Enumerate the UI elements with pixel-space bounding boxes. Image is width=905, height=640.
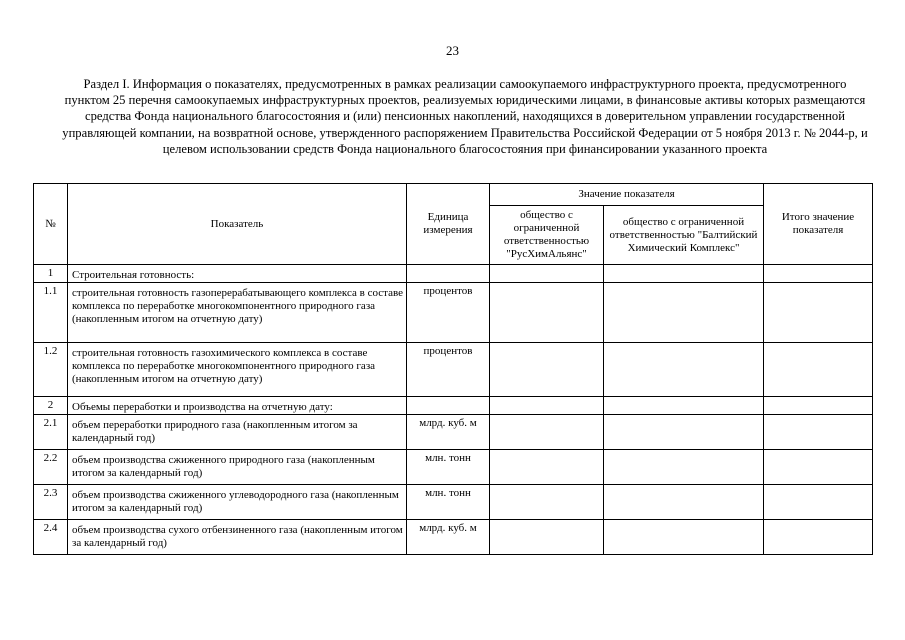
header-indicator: Показатель xyxy=(68,184,407,265)
row-value-ruskhimalyans xyxy=(490,343,604,397)
row-total xyxy=(764,450,873,485)
row-indicator: объем переработки природного газа (накопленным итогом за календарный год) xyxy=(68,415,407,450)
row-number: 2.4 xyxy=(34,520,68,555)
header-num: № xyxy=(34,184,68,265)
row-total xyxy=(764,343,873,397)
row-number: 1.1 xyxy=(34,283,68,343)
row-value-baltic xyxy=(604,485,764,520)
row-total xyxy=(764,265,873,283)
row-value-baltic xyxy=(604,283,764,343)
header-company-baltic: общество с ограниченной ответственностью "Балтийский Химический Комплекс" xyxy=(604,206,764,265)
row-unit xyxy=(407,397,490,415)
table-row xyxy=(34,485,873,520)
row-number: 1 xyxy=(34,265,68,283)
row-value-ruskhimalyans xyxy=(490,397,604,415)
row-value-ruskhimalyans xyxy=(490,450,604,485)
row-unit: млрд. куб. м xyxy=(407,415,490,450)
row-value-ruskhimalyans xyxy=(490,415,604,450)
row-unit: процентов xyxy=(407,283,490,343)
row-unit: процентов xyxy=(407,343,490,397)
table-row xyxy=(34,283,873,343)
row-indicator: строительная готовность газоперерабатывающего комплекса в составе комплекса по переработке многокомпонентного природного газа (накопленным итогом на отчетную дату) xyxy=(68,283,407,343)
section-title: Раздел I. Информация о показателях, предусмотренных в рамках реализации самоокупаемого инфраструктурного проекта, предусмотренного пунктом 25 перечня самоокупаемых инфраструктурных проектов, реализуемых юридическими лицами, в финансовые активы которых размещаются средства Фонда национального благосостояния и (или) пенсионных накоплений, находящихся в доверительном управлении государственной управляющей компании, на возвратной основе, утвержденного распоряжением Правительства Российской Федерации от 5 ноября 2013 г. № 2044-р, и целевом использовании средств Фонда национального благосостояния при финансировании указанного проекта xyxy=(62,77,868,156)
row-value-baltic xyxy=(604,450,764,485)
row-number: 2 xyxy=(34,397,68,415)
row-total xyxy=(764,485,873,520)
header-total: Итого значение показателя xyxy=(764,184,873,265)
row-value-ruskhimalyans xyxy=(490,520,604,555)
row-total xyxy=(764,520,873,555)
row-unit: млн. тонн xyxy=(407,450,490,485)
header-unit: Единица измерения xyxy=(407,184,490,265)
row-indicator: Объемы переработки и производства на отчетную дату: xyxy=(68,397,407,415)
row-unit: млрд. куб. м xyxy=(407,520,490,555)
row-value-ruskhimalyans xyxy=(490,265,604,283)
table-row xyxy=(34,397,873,415)
row-value-ruskhimalyans xyxy=(490,283,604,343)
table-row xyxy=(34,415,873,450)
header-value-group: Значение показателя xyxy=(490,184,764,206)
row-number: 2.1 xyxy=(34,415,68,450)
table-row xyxy=(34,450,873,485)
table-body xyxy=(34,265,873,555)
table-row xyxy=(34,343,873,397)
row-value-baltic xyxy=(604,397,764,415)
page-number: 23 xyxy=(446,43,459,58)
row-total xyxy=(764,283,873,343)
row-indicator: Строительная готовность: xyxy=(68,265,407,283)
row-value-baltic xyxy=(604,265,764,283)
row-unit: млн. тонн xyxy=(407,485,490,520)
header-company-ruskhimalyans: общество с ограниченной ответственностью "РусХимАльянс" xyxy=(490,206,604,265)
row-indicator: объем производства сжиженного углеводородного газа (накопленным итогом за календарный год) xyxy=(68,485,407,520)
row-indicator: строительная готовность газохимического комплекса в составе комплекса по переработке многокомпонентного природного газа (накопленным итогом на отчетную дату) xyxy=(68,343,407,397)
row-value-baltic xyxy=(604,415,764,450)
row-value-ruskhimalyans xyxy=(490,485,604,520)
row-total xyxy=(764,397,873,415)
row-number: 2.2 xyxy=(34,450,68,485)
row-value-baltic xyxy=(604,520,764,555)
table-row xyxy=(34,520,873,555)
row-number: 2.3 xyxy=(34,485,68,520)
row-total xyxy=(764,415,873,450)
row-value-baltic xyxy=(604,343,764,397)
indicators-table xyxy=(33,183,873,555)
row-unit xyxy=(407,265,490,283)
row-number: 1.2 xyxy=(34,343,68,397)
row-indicator: объем производства сухого отбензиненного газа (накопленным итогом за календарный год) xyxy=(68,520,407,555)
table-row xyxy=(34,265,873,283)
row-indicator: объем производства сжиженного природного газа (накопленным итогом за календарный год) xyxy=(68,450,407,485)
